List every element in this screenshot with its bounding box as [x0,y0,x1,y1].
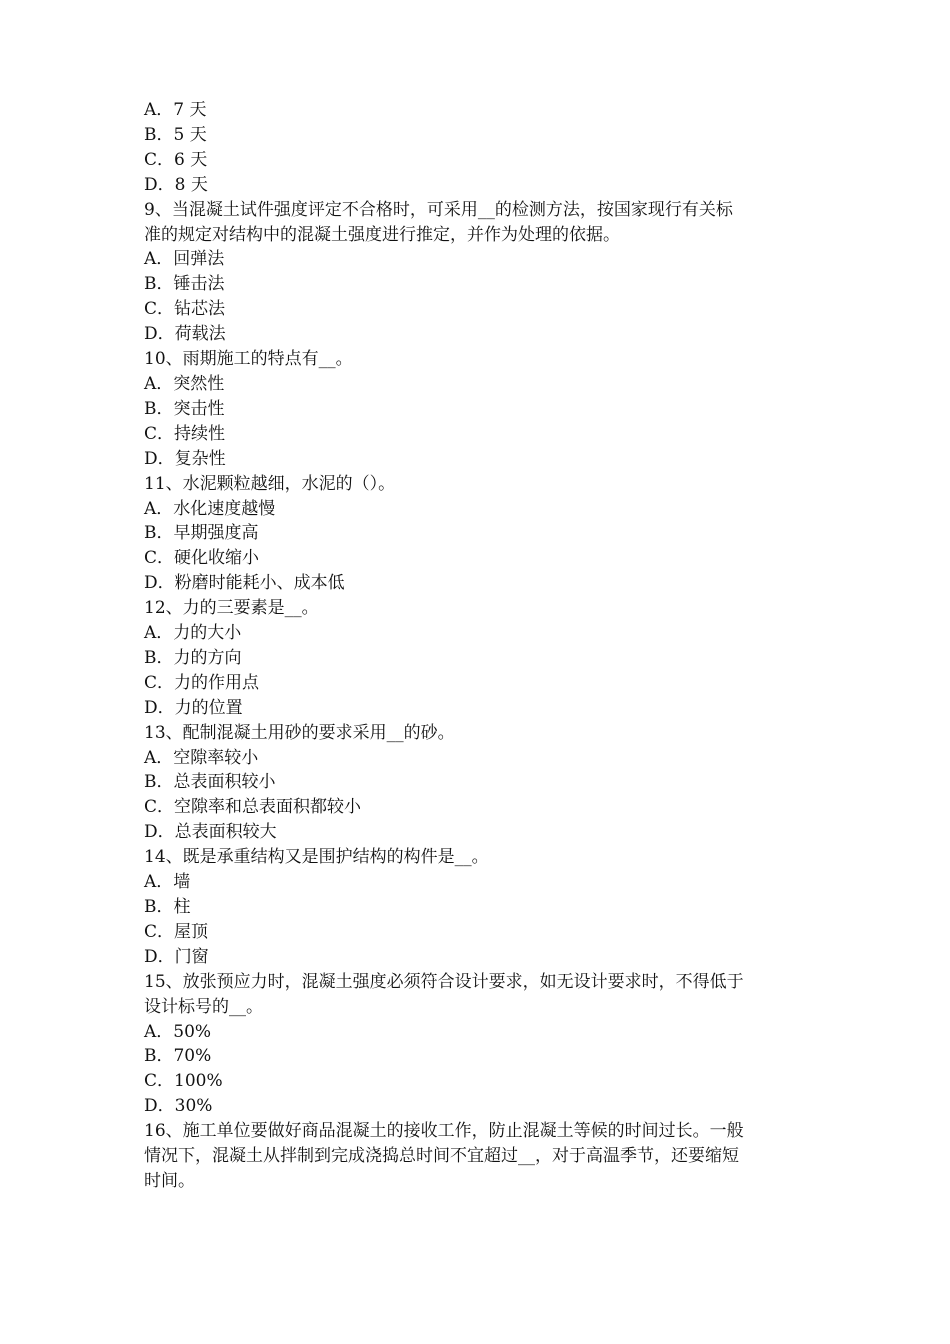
option-c: C．持续性 [144,423,226,444]
question-11 [144,472,824,597]
question-text: 准的规定对结构中的混凝土强度进行推定，并作为处理的依据。 [144,224,620,245]
question-text: 15、放张预应力时，混凝土强度必须符合设计要求，如无设计要求时，不得低于 [144,971,744,992]
option-c: C．屋顶 [144,921,209,942]
continuation-options [144,98,824,198]
question-text: 10、雨期施工的特点有__。 [144,349,353,370]
question-9 [144,198,824,347]
option-c: C．6 天 [144,149,208,170]
option-a: A．空隙率较小 [144,747,259,768]
question-text: 12、力的三要素是__。 [144,598,319,619]
question-text: 时间。 [144,1170,195,1191]
question-text: 14、既是承重结构又是围护结构的构件是__。 [144,847,489,868]
option-a: A．墙 [144,872,191,893]
option-a: A．回弹法 [144,249,225,270]
question-12 [144,596,824,721]
option-b: B．锤击法 [144,274,225,295]
option-c: C．钻芯法 [144,299,226,320]
option-b: B．总表面积较小 [144,772,276,793]
option-d: D．力的位置 [144,697,243,718]
option-a: A．力的大小 [144,623,242,644]
option-c: C．硬化收缩小 [144,548,260,569]
option-c: C．空隙率和总表面积都较小 [144,797,362,818]
option-b: B．柱 [144,897,191,917]
option-b: B．早期强度高 [144,523,259,544]
option-c: C．100% [144,1071,223,1092]
option-d: D．总表面积较大 [144,822,277,843]
question-13 [144,721,824,846]
question-text: 情况下，混凝土从拌制到完成浇捣总时间不宜超过__，对于高温季节，还要缩短 [144,1146,739,1167]
option-a: A．50% [144,1021,212,1042]
question-text: 11、水泥颗粒越细，水泥的（）。 [144,473,396,494]
question-16 [144,1119,824,1194]
option-d: D．荷载法 [144,324,226,345]
option-b: B．70% [144,1046,212,1067]
option-a: A．突然性 [144,373,225,394]
question-text: 设计标号的__。 [144,996,263,1017]
option-d: D．8 天 [144,174,208,195]
question-text: 9、当混凝土试件强度评定不合格时，可采用__的检测方法，按国家现行有关标 [144,199,733,220]
option-b: B．力的方向 [144,647,242,668]
question-text: 16、施工单位要做好商品混凝土的接收工作，防止混凝土等候的时间过长。一般 [144,1121,744,1142]
option-d: D．粉磨时能耗小、成本低 [144,573,345,594]
question-10 [144,347,824,472]
document-page [144,98,824,1194]
option-a: A．7 天 [144,100,207,120]
option-a: A．水化速度越慢 [144,498,276,519]
question-14 [144,845,824,970]
option-b: B．5 天 [144,124,207,145]
option-d: D．30% [144,1096,213,1117]
question-text: 13、配制混凝土用砂的要求采用__的砂。 [144,722,455,743]
option-d: D．复杂性 [144,448,226,469]
option-c: C．力的作用点 [144,672,260,693]
option-b: B．突击性 [144,398,225,419]
option-d: D．门窗 [144,946,209,967]
question-15 [144,970,824,1119]
